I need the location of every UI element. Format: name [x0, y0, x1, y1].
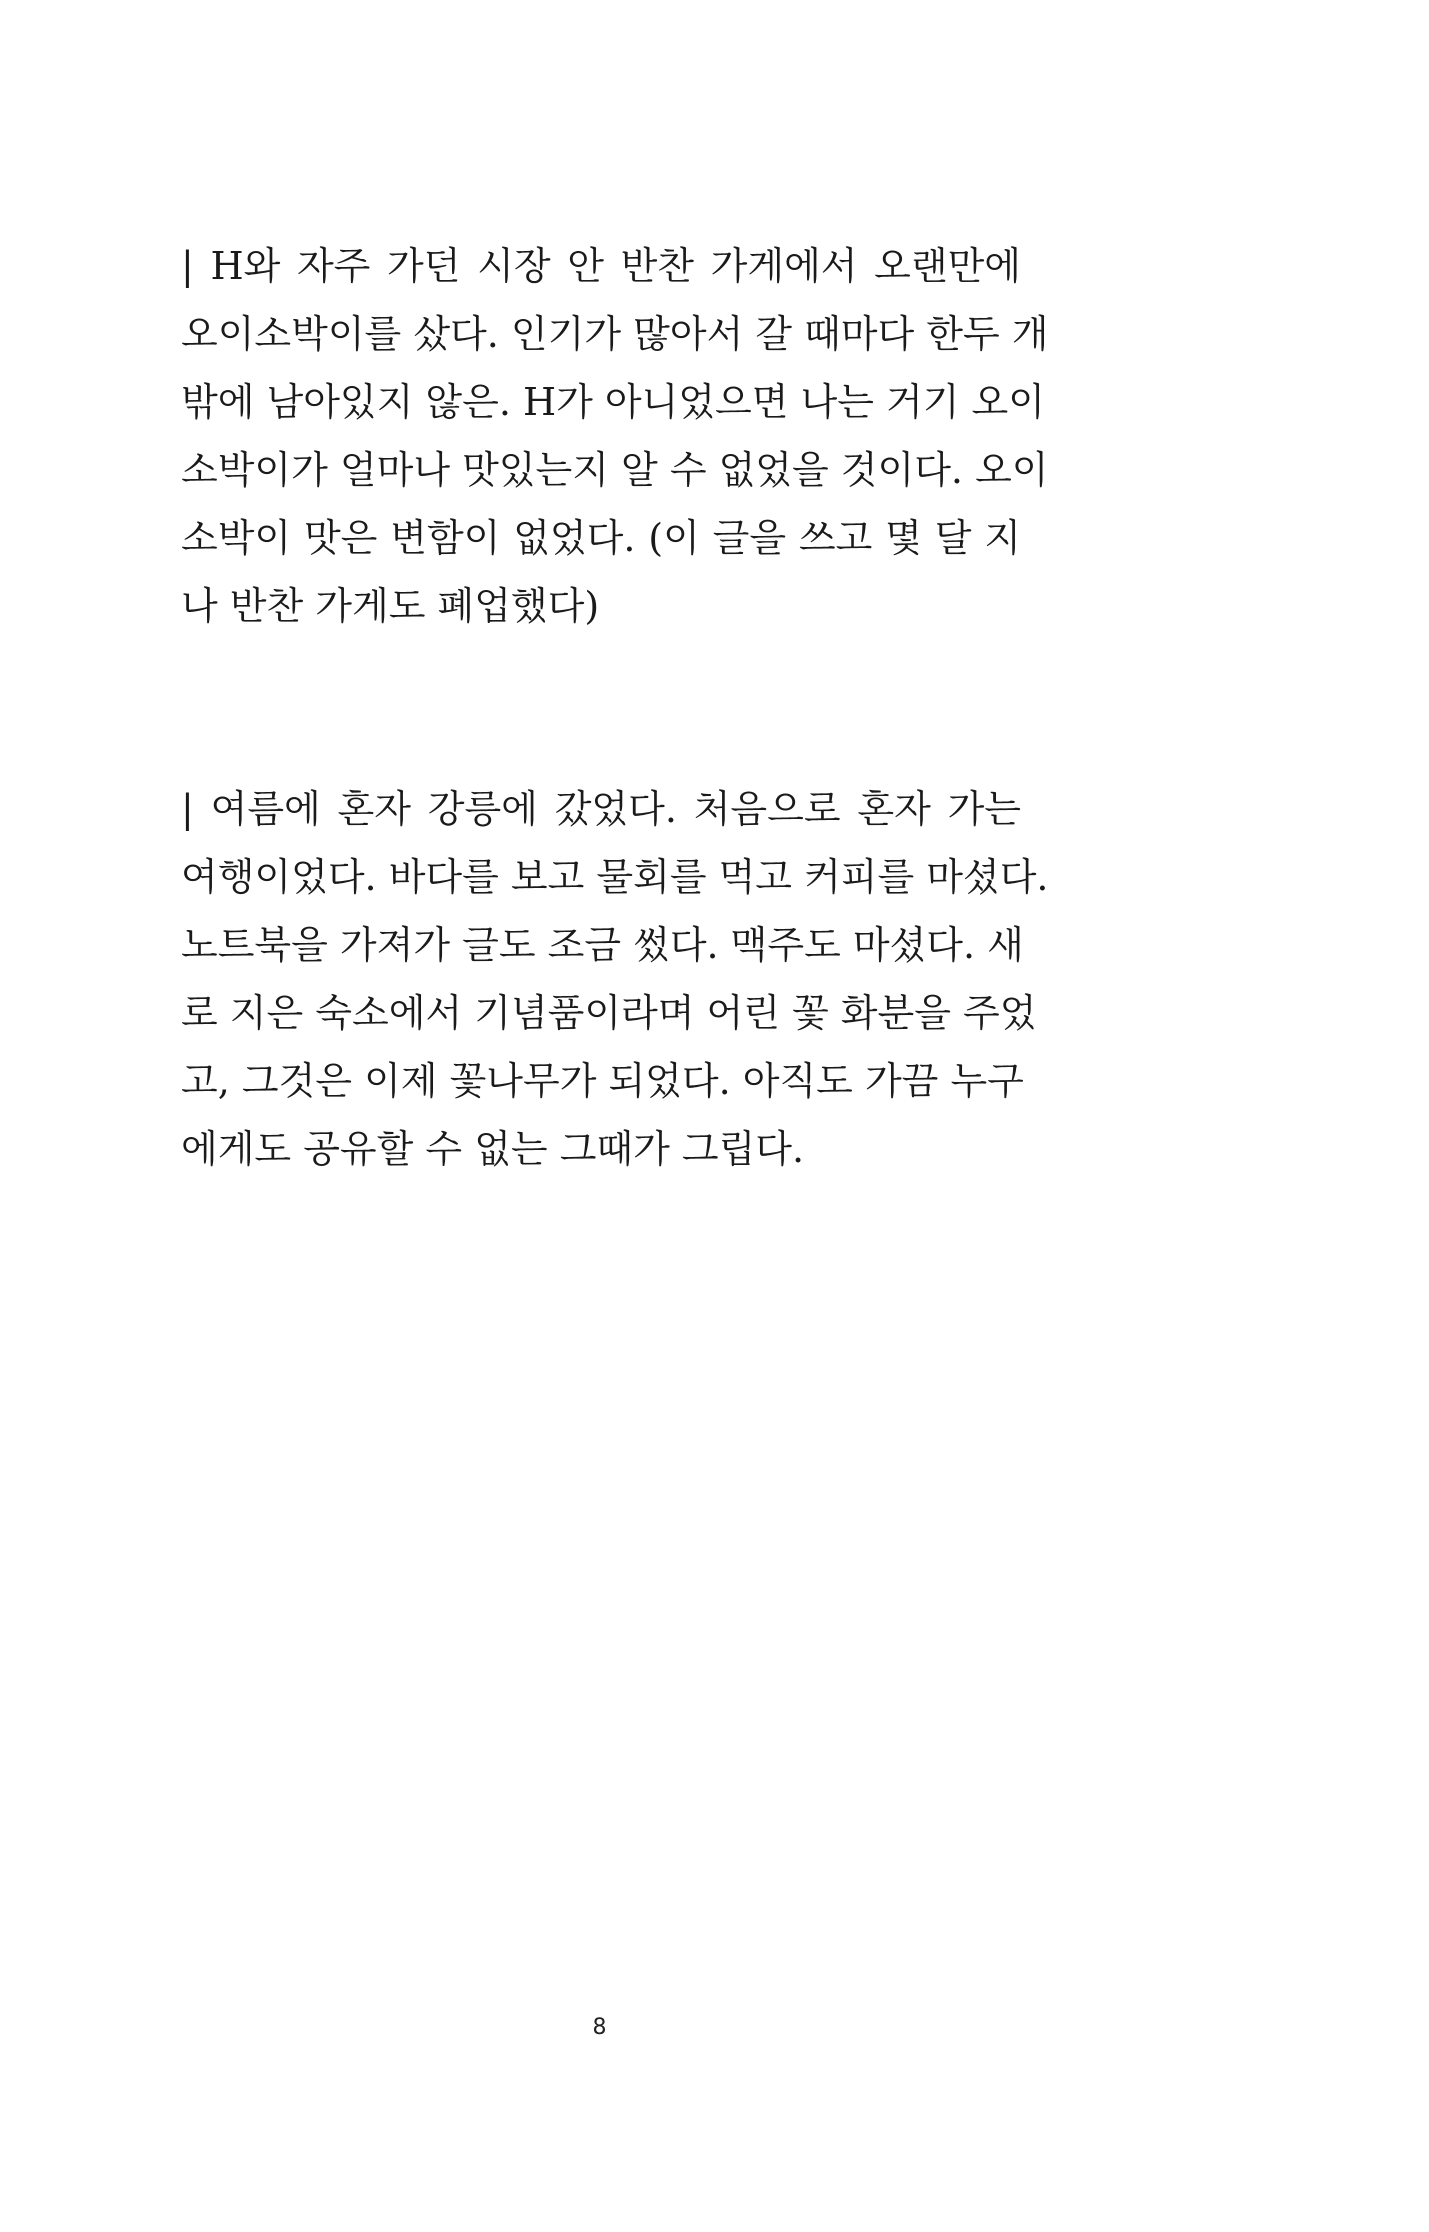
paragraph-2 [181, 775, 1049, 1183]
page-number: 8 [592, 2015, 607, 2040]
paragraph-2-line-3: 노트북을 가져가 글도 조금 썼다. 맥주도 마셨다. 새 [181, 923, 1024, 967]
paragraph-1 [181, 232, 1049, 640]
paragraph-2-line-4: 로 지은 숙소에서 기념품이라며 어린 꽃 화분을 주었 [181, 991, 1037, 1035]
paragraph-1-line-5: 소박이 맛은 변함이 없었다. (이 글을 쓰고 몇 달 지 [181, 516, 1021, 560]
paragraph-1-line-3: 밖에 남아있지 않은. H가 아니었으면 나는 거기 오이 [181, 380, 1045, 424]
paragraph-1-line-4: 소박이가 얼마나 맛있는지 알 수 없었을 것이다. 오이 [181, 448, 1049, 492]
paragraph-1-line-6: 나 반찬 가게도 폐업했다) [181, 584, 600, 628]
paragraph-1-line-2: 오이소박이를 샀다. 인기가 많아서 갈 때마다 한두 개 [181, 312, 1049, 356]
paragraph-2-line-5: 고, 그것은 이제 꽃나무가 되었다. 아직도 가끔 누구 [181, 1059, 1024, 1103]
paragraph-2-line-6: 에게도 공유할 수 없는 그때가 그립다. [181, 1127, 805, 1171]
paragraph-1-line-1: | H와 자주 가던 시장 안 반찬 가게에서 오랜만에 [181, 244, 1021, 288]
paragraph-2-line-2: 여행이었다. 바다를 보고 물회를 먹고 커피를 마셨다. [181, 855, 1049, 899]
paragraph-2-line-1: | 여름에 혼자 강릉에 갔었다. 처음으로 혼자 가는 [181, 787, 1021, 831]
